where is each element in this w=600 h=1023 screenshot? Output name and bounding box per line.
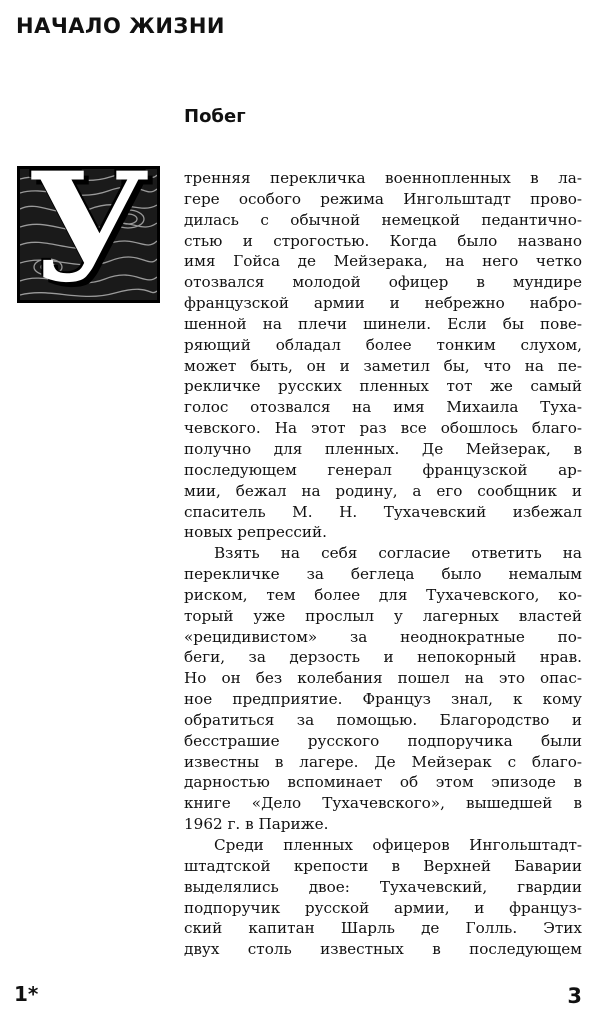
text-line: может быть, он и заметил бы, что на пе- (184, 356, 582, 375)
text-line: обратиться за помощью. Благородство и (184, 710, 582, 729)
text-line: ский капитан Шарль де Голль. Этих (184, 919, 582, 938)
text-line: дарностью вспоминает об этом эпизоде в (184, 773, 582, 792)
text-line: гере особого режима Ингольштадт прово- (184, 189, 582, 208)
text-line: выделялись двое: Тухачевский, гвардии (184, 877, 582, 896)
text-line: книге «Дело Тухачевского», вышедшей в (184, 794, 582, 813)
signature-mark: 1* (14, 982, 39, 1006)
text-line: чевского. На этот раз все обошлось благо- (184, 419, 582, 438)
text-line: новых репрессий. (184, 523, 327, 542)
drop-cap (17, 166, 160, 303)
text-line: спаситель М. Н. Тухачевский избежал (184, 502, 582, 521)
text-line: 1962 г. в Париже. (184, 815, 329, 834)
text-line: стью и строгостью. Когда было названо (184, 231, 582, 250)
text-line: имя Гойса де Мейзерака, на него четко (184, 252, 582, 271)
text-line: тренняя перекличка военнопленных в ла- (184, 169, 582, 187)
text-line: получно для пленных. Де Мейзерак, в (184, 439, 582, 458)
text-line: торый уже прослыл у лагерных властей (184, 606, 582, 625)
text-line: дилась с обычной немецкой педантичнo- (184, 210, 582, 229)
text-line: отозвался молодой офицер в мундире (184, 273, 582, 292)
text-line: подпоручик русской армии, и француз- (184, 898, 582, 917)
text-line: «рецидивистом» за неоднократные по- (184, 627, 582, 646)
text-line: риском, тем более для Тухачевского, ко- (184, 585, 582, 604)
text-line: последующем генерал французской ар- (184, 460, 582, 479)
text-line: Но он без колебания пошел на это опас- (184, 669, 582, 688)
text-line: Среди пленных офицеров Ингольштадт- (214, 836, 582, 854)
text-line: рекличке русских пленных тот же самый (184, 377, 582, 396)
drop-cap-letter: У (27, 166, 150, 303)
text-line: бесстрашие русского подпоручика были (184, 731, 582, 750)
text-line: перекличке за беглеца было немалым (184, 565, 582, 584)
text-line: шенной на плечи шинели. Если бы пове- (184, 314, 582, 333)
text-line: штадтской крепости в Верхней Баварии (184, 856, 582, 875)
section-title: Побег (184, 106, 246, 127)
text-line: известны в лагере. Де Мейзерак с благо- (184, 752, 582, 771)
text-line: ряющий обладал более тонким слухом, (184, 335, 582, 354)
text-line: голос отозвался на имя Михаила Туха- (184, 398, 582, 417)
text-line: беги, за дерзость и непокорный нрав. (184, 648, 582, 667)
body-text (184, 168, 582, 960)
running-header: НАЧАЛО ЖИЗНИ (16, 14, 226, 38)
text-line: двух столь известных в последующем (184, 940, 582, 959)
text-line: Взять на себя согласие ответить на (214, 544, 582, 563)
page-number: 3 (567, 984, 582, 1008)
text-line: французской армии и небрежно набро- (184, 294, 582, 313)
text-line: мии, бежал на родину, а его сообщник и (184, 481, 582, 500)
text-line: ное предприятие. Француз знал, к кому (184, 690, 582, 709)
